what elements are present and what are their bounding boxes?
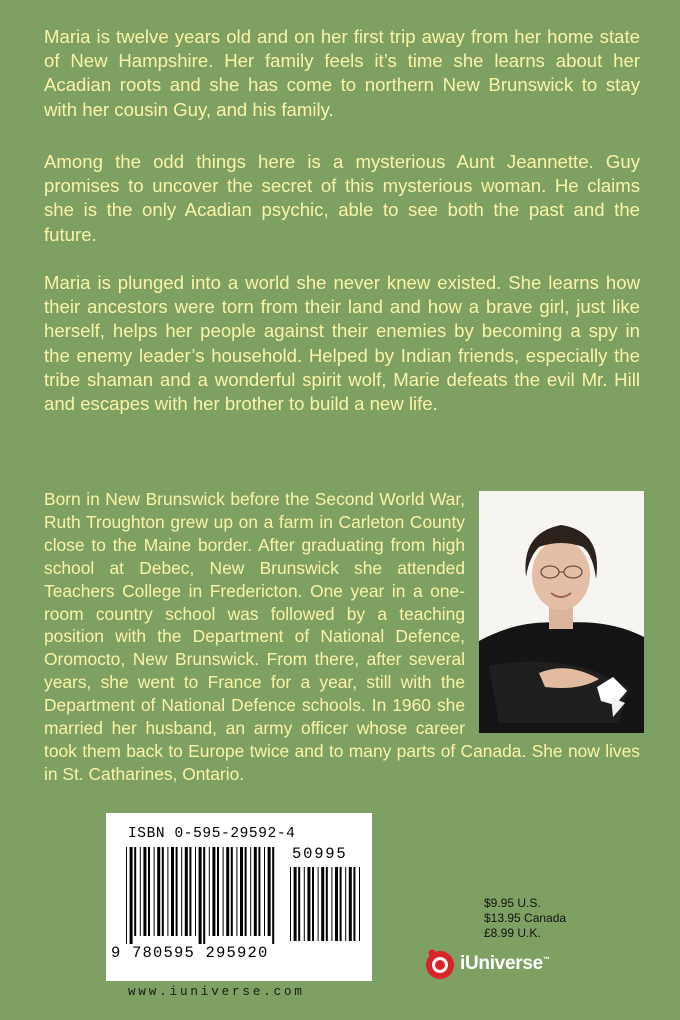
barcode-bar (126, 847, 127, 944)
barcode-bar (304, 867, 305, 941)
barcode-bar (130, 847, 133, 944)
barcode-bar (294, 867, 297, 941)
barcode-bar (268, 847, 271, 936)
barcode-bar (258, 847, 260, 936)
iuniverse-logo-icon (424, 948, 456, 980)
barcode-bar (307, 867, 310, 941)
barcode-bar (167, 847, 168, 936)
barcode-bar (349, 867, 352, 941)
barcode-bar (331, 867, 332, 941)
barcode-bar (223, 847, 224, 936)
price-canada: $13.95 Canada (484, 911, 567, 925)
barcode-bar (264, 847, 265, 936)
publisher-logo (424, 948, 550, 980)
barcode-bar (140, 847, 141, 936)
isbn-label: ISBN 0-595-29592-4 (128, 826, 296, 842)
barcode-bar (335, 867, 338, 941)
barcode-bar (212, 847, 215, 936)
barcode-bar (176, 847, 178, 936)
barcode-bar (181, 847, 182, 936)
barcode-bar (148, 847, 150, 936)
barcode-bar (345, 867, 346, 941)
barcode-bar (231, 847, 233, 936)
barcode-bar (353, 867, 355, 941)
barcode-bar (290, 867, 291, 941)
barcode-bar (312, 867, 314, 941)
barcode-bar (245, 847, 247, 936)
barcode-bar (203, 847, 205, 944)
barcode-bar (143, 847, 146, 936)
barcode-bar (326, 867, 328, 941)
price-us: $9.95 U.S. (484, 896, 541, 910)
price-list (484, 896, 566, 941)
publisher-name: iUniverse™ (460, 953, 550, 974)
blurb-paragraph-2: Among the odd things here is a mysterious Aunt Jeannette. Guy promises to uncover the secret of this mysterious woman. He claims she is the only Acadian psychic, able to see both the past and the future. (44, 151, 640, 245)
barcode-panel (106, 813, 372, 981)
author-bio (44, 488, 640, 786)
barcode-bar (272, 847, 274, 944)
barcode-bar (157, 847, 160, 936)
barcode-bar (240, 847, 243, 936)
blurb-paragraph-3: Maria is plunged into a world she never knew existed. She learns how their ancestors were torn from their land and how a brave girl, just like herself, helps her people against their enemies by becoming a spy in the enemy leader’s household. Helped by Indian friends, especially the tribe shaman and a wonderful spirit wolf, Marie defeats the evil Mr. Hill and escapes with her brother to build a new life. (44, 272, 640, 415)
barcode-bar (254, 847, 257, 936)
barcode-bar (195, 847, 196, 936)
barcode-bar (340, 867, 342, 941)
barcode-bar (318, 867, 319, 941)
blurb-paragraph-1: Maria is twelve years old and on her first trip away from her home state of New Hampshire. Her family feels it’s time she learns about her Acadian roots and she has come to northern New Brunswick to stay with her cousin Guy, and his family. (44, 26, 640, 120)
barcode-bar (199, 847, 202, 944)
barcode-bar (134, 847, 136, 936)
ean-digits: 9 780595 295920 (111, 944, 269, 962)
author-bio-text: Born in New Brunswick before the Second World War, Ruth Troughton grew up on a farm in Carleton County close to the Maine border. After graduating from high school at Debec, New Brunswick she attended Teachers College in Fredericton. One year in a one-room country school was followed by a teaching position with the Department of National Defence, Oromocto, New Brunswick. From there, after several years, she went to France for a year, still with the Department of National Defence schools. In 1960 she married her husband, an army officer whose career took them back to Europe twice and to many parts of Canada. She now lives in St. Catharines, Ontario. (44, 489, 640, 784)
barcode-bar (185, 847, 188, 936)
addon-digits: 50995 (292, 845, 348, 863)
barcode-bar (226, 847, 229, 936)
author-portrait-image (479, 491, 644, 733)
barcode-bar (217, 847, 219, 936)
barcode-bar (154, 847, 155, 936)
barcode-bar (359, 867, 360, 941)
barcode-bar (298, 867, 300, 941)
barcode-bar (321, 867, 324, 941)
website-url[interactable]: www.iuniverse.com (128, 985, 305, 999)
barcode-bar (162, 847, 164, 936)
barcode-bar (250, 847, 251, 936)
barcode-bar (171, 847, 174, 936)
author-photo (479, 491, 644, 733)
barcode-bar (189, 847, 191, 936)
barcode-bar (209, 847, 210, 936)
price-uk: £8.99 U.K. (484, 926, 541, 940)
barcode-bar (236, 847, 237, 936)
